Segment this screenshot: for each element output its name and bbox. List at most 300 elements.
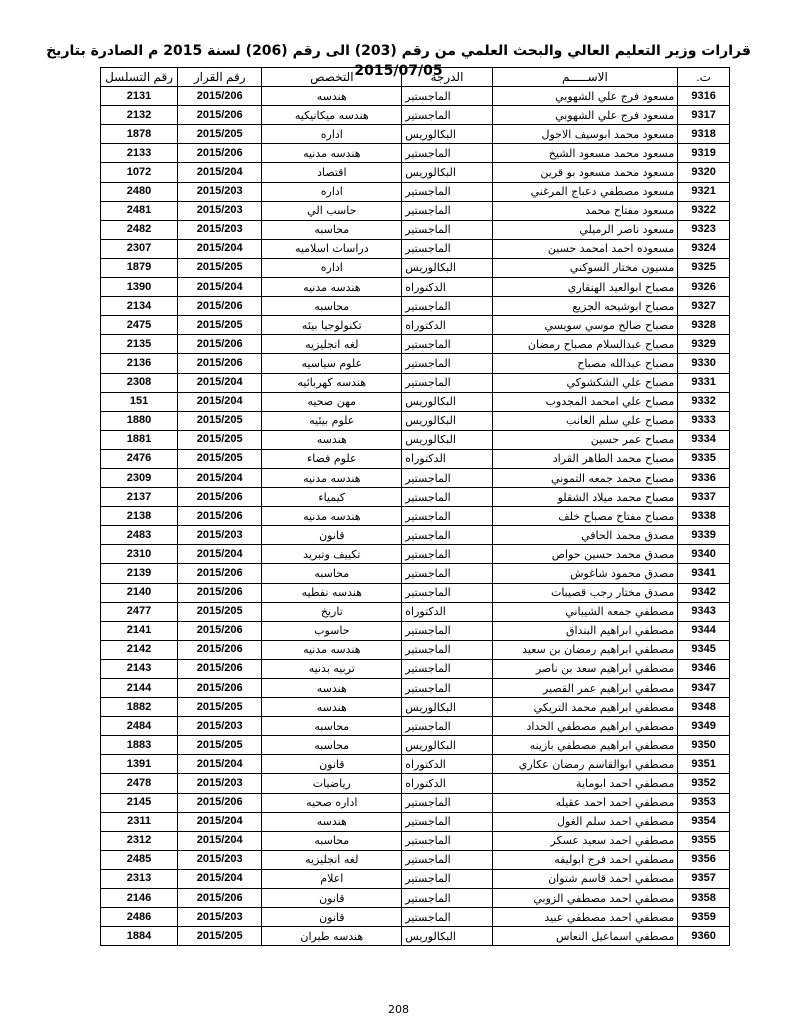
cell-specialty: هندسه <box>262 698 402 717</box>
cell-degree: الماجستير <box>402 564 492 583</box>
cell-serial: 2132 <box>101 106 178 125</box>
table-row <box>101 889 730 908</box>
cell-specialty: اداره <box>262 125 402 144</box>
cell-degree: الماجستير <box>402 335 492 354</box>
cell-decision: 2015/203 <box>178 774 262 793</box>
cell-name: مسعوده احمد امحمد حسين <box>492 239 678 258</box>
cell-specialty: قانون <box>262 526 402 545</box>
cell-num: 9318 <box>678 125 730 144</box>
cell-name: مصطفي احمد قاسم شتوان <box>492 869 678 888</box>
cell-specialty: محاسبه <box>262 736 402 755</box>
cell-name: مصطفي ابراهيم البنداق <box>492 621 678 640</box>
cell-serial: 2475 <box>101 316 178 335</box>
cell-decision: 2015/204 <box>178 869 262 888</box>
cell-degree: الدكتوراه <box>402 774 492 793</box>
cell-specialty: علوم فضاء <box>262 449 402 468</box>
cell-name: مصباح علي سلم العانب <box>492 411 678 430</box>
header-name: الاســـــم <box>492 68 678 87</box>
cell-decision: 2015/206 <box>178 106 262 125</box>
cell-specialty: هندسه مدنيه <box>262 507 402 526</box>
cell-num: 9321 <box>678 182 730 201</box>
cell-serial: 2142 <box>101 640 178 659</box>
cell-specialty: قانون <box>262 908 402 927</box>
cell-specialty: هندسه نفطيه <box>262 583 402 602</box>
header-serial: رقم التسلسل <box>101 68 178 87</box>
cell-decision: 2015/206 <box>178 621 262 640</box>
cell-num: 9343 <box>678 602 730 621</box>
table-row <box>101 927 730 946</box>
cell-specialty: تاريخ <box>262 602 402 621</box>
cell-specialty: رياضيات <box>262 774 402 793</box>
cell-decision: 2015/206 <box>178 564 262 583</box>
table-row <box>101 869 730 888</box>
cell-decision: 2015/205 <box>178 430 262 449</box>
cell-serial: 2486 <box>101 908 178 927</box>
cell-decision: 2015/205 <box>178 125 262 144</box>
cell-name: مصباح علي امحمد المجدوب <box>492 392 678 411</box>
cell-name: مصباح صالح موسي سويسي <box>492 316 678 335</box>
cell-decision: 2015/206 <box>178 679 262 698</box>
cell-num: 9324 <box>678 239 730 258</box>
cell-degree: الماجستير <box>402 812 492 831</box>
cell-decision: 2015/205 <box>178 736 262 755</box>
cell-decision: 2015/205 <box>178 698 262 717</box>
cell-name: مصطفي احمد احمد عقيله <box>492 793 678 812</box>
cell-decision: 2015/204 <box>178 278 262 297</box>
cell-specialty: محاسبه <box>262 564 402 583</box>
cell-num: 9359 <box>678 908 730 927</box>
cell-name: مصباح ابوشيحه الجزيع <box>492 297 678 316</box>
table-row <box>101 316 730 335</box>
table-row <box>101 430 730 449</box>
table-header-row <box>101 68 730 87</box>
cell-degree: الماجستير <box>402 545 492 564</box>
cell-degree: الدكتوراه <box>402 602 492 621</box>
header-decision: رقم القرار <box>178 68 262 87</box>
decisions-table <box>100 67 730 946</box>
cell-degree: الماجستير <box>402 659 492 678</box>
table-row <box>101 507 730 526</box>
cell-decision: 2015/206 <box>178 640 262 659</box>
cell-degree: الماجستير <box>402 297 492 316</box>
cell-serial: 2135 <box>101 335 178 354</box>
cell-num: 9325 <box>678 258 730 277</box>
cell-specialty: حاسوب <box>262 621 402 640</box>
cell-specialty: هندسه <box>262 679 402 698</box>
cell-num: 9347 <box>678 679 730 698</box>
cell-degree: الماجستير <box>402 908 492 927</box>
cell-degree: البكالوريس <box>402 411 492 430</box>
cell-decision: 2015/206 <box>178 144 262 163</box>
table-row <box>101 602 730 621</box>
cell-num: 9332 <box>678 392 730 411</box>
table-row <box>101 354 730 373</box>
cell-serial: 1884 <box>101 927 178 946</box>
table-row <box>101 908 730 927</box>
cell-num: 9330 <box>678 354 730 373</box>
cell-degree: الماجستير <box>402 831 492 850</box>
cell-serial: 1878 <box>101 125 178 144</box>
table-row <box>101 468 730 487</box>
table-row <box>101 392 730 411</box>
cell-specialty: حاسب الي <box>262 201 402 220</box>
cell-name: مسعود مصطفي دعباج المرغني <box>492 182 678 201</box>
cell-serial: 2138 <box>101 507 178 526</box>
cell-serial: 2139 <box>101 564 178 583</box>
cell-serial: 2309 <box>101 468 178 487</box>
cell-name: مصباح محمد الطاهر القراد <box>492 449 678 468</box>
cell-serial: 2143 <box>101 659 178 678</box>
table-row <box>101 774 730 793</box>
cell-num: 9335 <box>678 449 730 468</box>
cell-degree: الماجستير <box>402 869 492 888</box>
cell-decision: 2015/206 <box>178 793 262 812</box>
cell-num: 9317 <box>678 106 730 125</box>
cell-num: 9336 <box>678 468 730 487</box>
table-row <box>101 411 730 430</box>
cell-specialty: مهن صحيه <box>262 392 402 411</box>
table-row <box>101 258 730 277</box>
cell-decision: 2015/204 <box>178 392 262 411</box>
cell-num: 9326 <box>678 278 730 297</box>
cell-decision: 2015/203 <box>178 526 262 545</box>
cell-specialty: هندسه كهربائيه <box>262 373 402 392</box>
table-row <box>101 526 730 545</box>
cell-serial: 2144 <box>101 679 178 698</box>
cell-name: مصطفي ابوالقاسم رمضان عكاري <box>492 755 678 774</box>
cell-num: 9352 <box>678 774 730 793</box>
cell-degree: البكالوريس <box>402 927 492 946</box>
cell-serial: 1072 <box>101 163 178 182</box>
cell-num: 9357 <box>678 869 730 888</box>
cell-specialty: محاسبه <box>262 220 402 239</box>
cell-num: 9338 <box>678 507 730 526</box>
cell-name: مسعود ناصر الرميلي <box>492 220 678 239</box>
cell-serial: 2136 <box>101 354 178 373</box>
cell-serial: 1391 <box>101 755 178 774</box>
cell-degree: الماجستير <box>402 468 492 487</box>
cell-serial: 2141 <box>101 621 178 640</box>
table-row <box>101 278 730 297</box>
cell-degree: الدكتوراه <box>402 278 492 297</box>
cell-num: 9337 <box>678 488 730 507</box>
cell-name: مصطفي احمد فرج ابوليفه <box>492 850 678 869</box>
cell-degree: الماجستير <box>402 220 492 239</box>
cell-specialty: هندسه مدنيه <box>262 278 402 297</box>
cell-serial: 2133 <box>101 144 178 163</box>
cell-decision: 2015/206 <box>178 507 262 526</box>
table-row <box>101 736 730 755</box>
cell-decision: 2015/204 <box>178 239 262 258</box>
cell-degree: الماجستير <box>402 889 492 908</box>
cell-specialty: هندسه طيران <box>262 927 402 946</box>
cell-name: مصدق محمد حسين حواص <box>492 545 678 564</box>
cell-num: 9360 <box>678 927 730 946</box>
cell-num: 9356 <box>678 850 730 869</box>
table-row <box>101 831 730 850</box>
table-row <box>101 583 730 602</box>
cell-specialty: قانون <box>262 889 402 908</box>
table-row <box>101 449 730 468</box>
table-row <box>101 659 730 678</box>
cell-specialty: هندسه ميكانيكيه <box>262 106 402 125</box>
cell-degree: الماجستير <box>402 488 492 507</box>
cell-specialty: قانون <box>262 755 402 774</box>
cell-decision: 2015/206 <box>178 297 262 316</box>
cell-num: 9316 <box>678 87 730 106</box>
cell-specialty: اعلام <box>262 869 402 888</box>
table-row <box>101 698 730 717</box>
cell-num: 9344 <box>678 621 730 640</box>
cell-degree: البكالوريس <box>402 163 492 182</box>
cell-serial: 2310 <box>101 545 178 564</box>
cell-name: مصطفي اسماعيل النعاس <box>492 927 678 946</box>
cell-num: 9319 <box>678 144 730 163</box>
cell-serial: 1881 <box>101 430 178 449</box>
cell-decision: 2015/206 <box>178 354 262 373</box>
cell-decision: 2015/206 <box>178 488 262 507</box>
table-row <box>101 106 730 125</box>
cell-name: مصباح عمر حسين <box>492 430 678 449</box>
cell-num: 9353 <box>678 793 730 812</box>
cell-name: مصطفي احمد سلم الغول <box>492 812 678 831</box>
cell-specialty: هندسه <box>262 87 402 106</box>
cell-specialty: هندسه <box>262 812 402 831</box>
cell-serial: 2484 <box>101 717 178 736</box>
cell-decision: 2015/206 <box>178 659 262 678</box>
cell-decision: 2015/204 <box>178 545 262 564</box>
cell-name: مسعود محمد ابوسيف الاحول <box>492 125 678 144</box>
cell-name: مصدق مختار رجب قصيبات <box>492 583 678 602</box>
cell-decision: 2015/204 <box>178 755 262 774</box>
table-row <box>101 335 730 354</box>
table-row <box>101 755 730 774</box>
cell-name: مسعود فرج علي الشهوبي <box>492 106 678 125</box>
cell-degree: البكالوريس <box>402 698 492 717</box>
cell-specialty: هندسه مدنيه <box>262 468 402 487</box>
cell-name: مصطفي ابراهيم محمد التريكي <box>492 698 678 717</box>
cell-serial: 2482 <box>101 220 178 239</box>
cell-name: مصطفي احمد ابوماية <box>492 774 678 793</box>
cell-decision: 2015/204 <box>178 831 262 850</box>
cell-num: 9323 <box>678 220 730 239</box>
cell-decision: 2015/204 <box>178 163 262 182</box>
table-row <box>101 679 730 698</box>
cell-name: مسعود محمد مسعود الشيخ <box>492 144 678 163</box>
cell-degree: الماجستير <box>402 583 492 602</box>
cell-name: مسيون مختار السوكني <box>492 258 678 277</box>
cell-degree: الماجستير <box>402 87 492 106</box>
table-row <box>101 125 730 144</box>
cell-name: مصطفي ابراهيم رمضان بن سعيد <box>492 640 678 659</box>
cell-degree: الماجستير <box>402 239 492 258</box>
cell-decision: 2015/206 <box>178 87 262 106</box>
cell-name: مصطفي ابراهيم مصطفي بازينه <box>492 736 678 755</box>
cell-num: 9348 <box>678 698 730 717</box>
cell-serial: 2307 <box>101 239 178 258</box>
cell-degree: الماجستير <box>402 793 492 812</box>
table-row <box>101 373 730 392</box>
cell-num: 9349 <box>678 717 730 736</box>
cell-decision: 2015/205 <box>178 927 262 946</box>
cell-serial: 2477 <box>101 602 178 621</box>
cell-serial: 1883 <box>101 736 178 755</box>
cell-name: مصباح علي الشكشوكي <box>492 373 678 392</box>
table-row <box>101 812 730 831</box>
cell-decision: 2015/203 <box>178 220 262 239</box>
cell-decision: 2015/204 <box>178 373 262 392</box>
cell-specialty: محاسبه <box>262 831 402 850</box>
cell-serial: 2311 <box>101 812 178 831</box>
cell-degree: البكالوريس <box>402 736 492 755</box>
cell-num: 9329 <box>678 335 730 354</box>
table-row <box>101 793 730 812</box>
cell-serial: 2485 <box>101 850 178 869</box>
cell-decision: 2015/205 <box>178 602 262 621</box>
cell-name: مصطفي جمعه الشيباني <box>492 602 678 621</box>
cell-num: 9351 <box>678 755 730 774</box>
cell-name: مصباح محمد جمعه التموني <box>492 468 678 487</box>
cell-name: مصطفي ابراهيم مصطفي الحداد <box>492 717 678 736</box>
table-row <box>101 201 730 220</box>
cell-num: 9328 <box>678 316 730 335</box>
cell-decision: 2015/205 <box>178 258 262 277</box>
cell-specialty: هندسه مدنيه <box>262 144 402 163</box>
cell-specialty: تربيه بدنيه <box>262 659 402 678</box>
cell-name: مصطفي ابراهيم سعد بن ناصر <box>492 659 678 678</box>
cell-degree: الماجستير <box>402 354 492 373</box>
cell-specialty: محاسبه <box>262 717 402 736</box>
table-row <box>101 621 730 640</box>
cell-specialty: لغه انجليزيه <box>262 335 402 354</box>
document-title: قرارات وزير التعليم العالي والبحث العلمي من رقم (203) الى رقم (206) لسنة 2015 م الصادرة بتاريخ 2015/07/05 <box>46 43 751 79</box>
table-row <box>101 163 730 182</box>
cell-decision: 2015/203 <box>178 850 262 869</box>
cell-serial: 1390 <box>101 278 178 297</box>
cell-decision: 2015/206 <box>178 889 262 908</box>
cell-decision: 2015/203 <box>178 182 262 201</box>
table-row <box>101 640 730 659</box>
cell-specialty: علوم سياسيه <box>262 354 402 373</box>
cell-decision: 2015/205 <box>178 316 262 335</box>
cell-decision: 2015/205 <box>178 411 262 430</box>
cell-num: 9333 <box>678 411 730 430</box>
cell-name: مصطفي ابراهيم عمر القصير <box>492 679 678 698</box>
cell-degree: الماجستير <box>402 717 492 736</box>
cell-degree: الماجستير <box>402 201 492 220</box>
cell-serial: 2480 <box>101 182 178 201</box>
cell-name: مصباح محمد ميلاد الشقلو <box>492 488 678 507</box>
cell-degree: الماجستير <box>402 373 492 392</box>
cell-num: 9346 <box>678 659 730 678</box>
cell-num: 9327 <box>678 297 730 316</box>
cell-degree: البكالوريس <box>402 125 492 144</box>
cell-num: 9322 <box>678 201 730 220</box>
cell-serial: 2308 <box>101 373 178 392</box>
cell-serial: 2137 <box>101 488 178 507</box>
cell-name: مصباح عبدالسلام مصباح رمضان <box>492 335 678 354</box>
cell-degree: البكالوريس <box>402 430 492 449</box>
cell-num: 9354 <box>678 812 730 831</box>
table-row <box>101 144 730 163</box>
cell-decision: 2015/204 <box>178 812 262 831</box>
cell-degree: البكالوريس <box>402 392 492 411</box>
cell-num: 9320 <box>678 163 730 182</box>
cell-specialty: لغه انجليزيه <box>262 850 402 869</box>
cell-specialty: اقتصاد <box>262 163 402 182</box>
cell-name: مسعود فرج علي الشهوبي <box>492 87 678 106</box>
cell-name: مصدق محمد الحافي <box>492 526 678 545</box>
cell-serial: 2134 <box>101 297 178 316</box>
cell-specialty: هندسه مدنيه <box>262 640 402 659</box>
cell-name: مصباح مفتاح مصباح خلف <box>492 507 678 526</box>
cell-degree: الماجستير <box>402 144 492 163</box>
cell-num: 9339 <box>678 526 730 545</box>
cell-name: مصباح عبدالله مصباح <box>492 354 678 373</box>
cell-decision: 2015/206 <box>178 583 262 602</box>
table-row <box>101 545 730 564</box>
cell-name: مصطفي احمد سعيد عسكر <box>492 831 678 850</box>
table-row <box>101 87 730 106</box>
cell-num: 9331 <box>678 373 730 392</box>
cell-name: مصطفي احمد مصطفي عبيد <box>492 908 678 927</box>
cell-serial: 2312 <box>101 831 178 850</box>
cell-name: مصطفي احمد مصطفي الزوبي <box>492 889 678 908</box>
table-row <box>101 850 730 869</box>
cell-degree: الدكتوراه <box>402 316 492 335</box>
cell-serial: 151 <box>101 392 178 411</box>
table-row <box>101 564 730 583</box>
cell-num: 9345 <box>678 640 730 659</box>
cell-specialty: تكنولوجيا بيئه <box>262 316 402 335</box>
cell-decision: 2015/203 <box>178 201 262 220</box>
cell-num: 9340 <box>678 545 730 564</box>
cell-specialty: اداره صحيه <box>262 793 402 812</box>
page-number: 208 <box>388 1003 409 1016</box>
cell-num: 9358 <box>678 889 730 908</box>
cell-serial: 2146 <box>101 889 178 908</box>
table-row <box>101 297 730 316</box>
cell-specialty: هندسه <box>262 430 402 449</box>
header-degree: الدرجة <box>402 68 492 87</box>
cell-degree: الماجستير <box>402 679 492 698</box>
cell-degree: الماجستير <box>402 106 492 125</box>
cell-serial: 2476 <box>101 449 178 468</box>
cell-specialty: اداره <box>262 258 402 277</box>
cell-serial: 2145 <box>101 793 178 812</box>
cell-serial: 2478 <box>101 774 178 793</box>
cell-serial: 2313 <box>101 869 178 888</box>
cell-specialty: علوم بيئيه <box>262 411 402 430</box>
cell-decision: 2015/204 <box>178 468 262 487</box>
cell-degree: الماجستير <box>402 640 492 659</box>
cell-decision: 2015/203 <box>178 717 262 736</box>
header-num: ت. <box>678 68 730 87</box>
cell-specialty: محاسبه <box>262 297 402 316</box>
cell-num: 9341 <box>678 564 730 583</box>
cell-name: مسعود محمد مسعود بو قرين <box>492 163 678 182</box>
cell-degree: الماجستير <box>402 850 492 869</box>
cell-name: مصدق محمود شاغوش <box>492 564 678 583</box>
cell-degree: الماجستير <box>402 526 492 545</box>
table-row <box>101 220 730 239</box>
table-row <box>101 182 730 201</box>
cell-num: 9355 <box>678 831 730 850</box>
cell-degree: الدكتوراه <box>402 755 492 774</box>
cell-degree: الماجستير <box>402 182 492 201</box>
cell-decision: 2015/205 <box>178 449 262 468</box>
cell-degree: الدكتوراه <box>402 449 492 468</box>
